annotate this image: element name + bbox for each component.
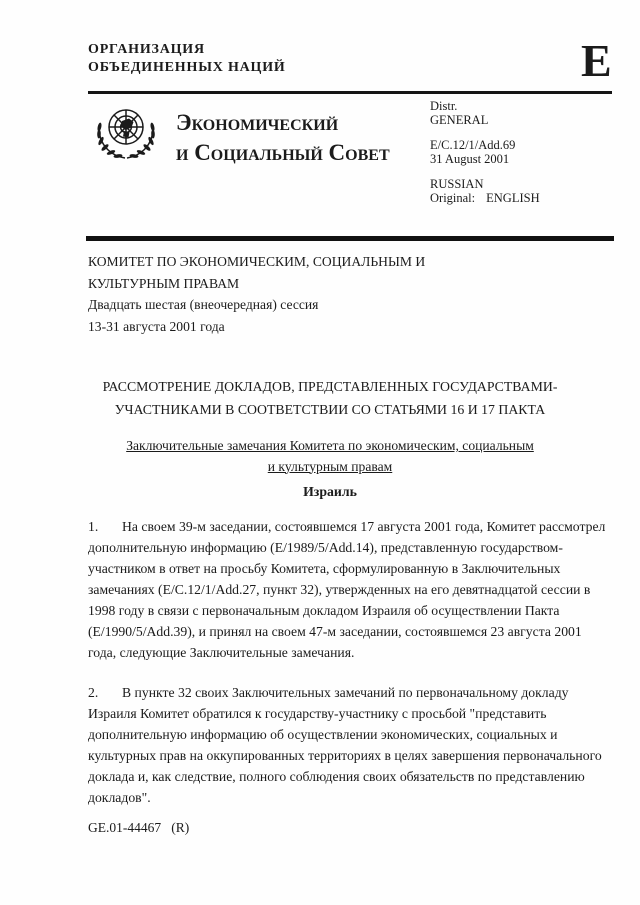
footer-reference: GE.01-44467 (R) — [88, 820, 190, 835]
country-heading: Израиль — [303, 484, 357, 499]
report-title-line1: РАССМОТРЕНИЕ ДОКЛАДОВ, ПРЕДСТАВЛЕННЫХ ГОСУДАРСТВАМИ- — [102, 379, 558, 394]
document-symbol: E/C.12/1/Add.69 — [430, 138, 516, 152]
org-name-line2: ОБЪЕДИНЕННЫХ НАЦИЙ — [88, 60, 286, 75]
paragraph-2-text: В пункте 32 своих Заключительных замечаний по первоначальному докладу Израиля Комитет обратился к государству-участнику с просьбой "представить дополнительную информацию об осуществлении экономических, социальных и культурных прав на оккупированных территориях в целях завершения первоначального доклада и, как следствие, полного соблюдения своих обязательств по представлению докладов". — [88, 685, 602, 805]
distribution-info — [430, 100, 540, 205]
masthead-divider — [86, 236, 614, 241]
report-subtitle-line1: Заключительные замечания Комитета по экономическим, социальным — [126, 438, 534, 453]
paragraph-2 — [88, 682, 613, 808]
council-name-line1: Экономический — [176, 110, 339, 135]
document-body — [88, 516, 613, 827]
paragraph-2-number: 2. — [88, 685, 99, 700]
council-name — [176, 108, 390, 168]
original-label: Original: — [430, 190, 476, 205]
paragraph-1 — [88, 516, 613, 663]
original-language-line — [430, 192, 540, 206]
original-value: ENGLISH — [486, 190, 540, 205]
un-emblem-icon — [91, 100, 161, 164]
committee-dates: 13-31 августа 2001 года — [88, 318, 225, 334]
distr-value: GENERAL — [430, 112, 489, 127]
committee-session: Двадцать шестая (внеочередная) сессия — [88, 297, 319, 312]
report-title-line2: УЧАСТНИКАМИ В СООТВЕТСТВИИ СО СТАТЬЯМИ 16 И 17 ПАКТА — [114, 401, 546, 417]
org-name — [88, 41, 286, 77]
org-name-line1: ОРГАНИЗАЦИЯ — [88, 42, 205, 57]
paragraph-1-text: На своем 39-м заседании, состоявшемся 17 августа 2001 года, Комитет рассмотрел дополнительную информацию (E/1989/5/Add.14), представленную государством-участником в ответ на просьбу Комитета, сформулированную в Заключительных замечаниях (E/C.12/1/Add.27, пункт 32), утвержденных на его девятнадцатой сессии в 1998 году в связи с первоначальным докладом Израиля об осуществлении Пакта (E/1990/5/Add.39), и принял на своем 47-м заседании, состоявшемся 23 августа 2001 года, следующие Заключительные замечания. — [88, 519, 606, 660]
report-subtitle-line2: и культурным правам — [267, 458, 393, 474]
distr-label: Distr. — [430, 99, 458, 113]
document-date: 31 August 2001 — [430, 151, 510, 166]
report-subtitle — [80, 436, 580, 477]
header-divider — [88, 91, 612, 94]
council-name-line2: и Социальный Совет — [176, 140, 390, 165]
report-title — [80, 376, 580, 421]
committee-block — [88, 251, 425, 337]
committee-name-line2: КУЛЬТУРНЫМ ПРАВАМ — [88, 275, 240, 291]
document-language: RUSSIAN — [430, 177, 484, 191]
committee-name-line1: КОМИТЕТ ПО ЭКОНОМИЧЕСКИМ, СОЦИАЛЬНЫМ И — [88, 254, 426, 269]
document-series-letter: E — [581, 35, 612, 86]
paragraph-1-number: 1. — [88, 519, 99, 534]
